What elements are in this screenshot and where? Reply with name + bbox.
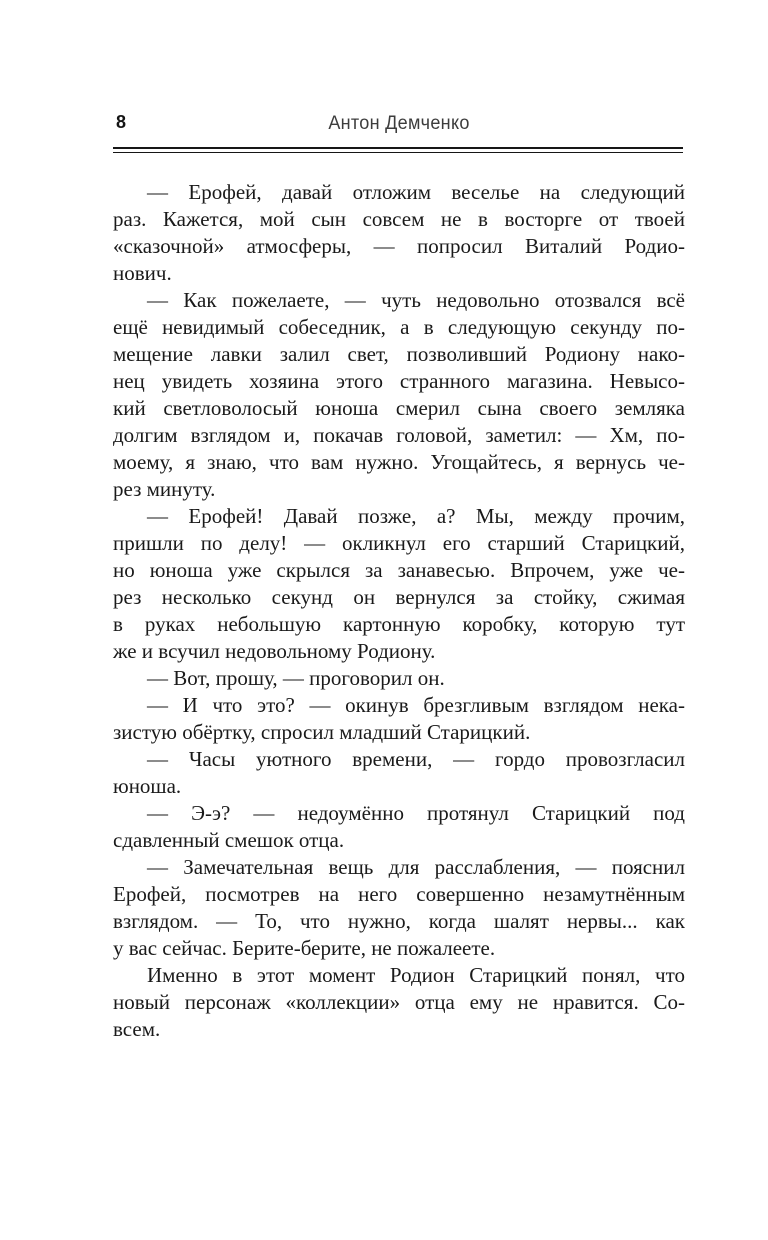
- header-rule: [113, 147, 683, 153]
- text-line: кий светловолосый юноша смерил сына своего земляка: [113, 396, 685, 420]
- text-line: «сказочной» атмосферы, — попросил Виталий Родио-: [113, 234, 685, 258]
- text-line: рез минуту.: [113, 477, 216, 501]
- text-line: — Как пожелаете, — чуть недовольно отозвался всё: [147, 288, 685, 312]
- page-number: 8: [116, 112, 127, 132]
- text-line: пришли по делу! — окликнул его старший Старицкий,: [113, 531, 685, 555]
- text-line: раз. Кажется, мой сын совсем не в восторге от твоей: [113, 207, 685, 231]
- text-line: рез несколько секунд он вернулся за стойку, сжимая: [113, 585, 685, 609]
- text-line: нович.: [113, 261, 172, 285]
- paragraph: [113, 179, 685, 287]
- text-line: Ерофей, посмотрев на него совершенно незамутнённым: [113, 882, 685, 906]
- text-line: ещё невидимый собеседник, а в следующую секунду по-: [113, 315, 685, 339]
- text-line: всем.: [113, 1017, 161, 1041]
- text-line: — Замечательная вещь для расслабления, — пояснил: [147, 855, 685, 879]
- paragraph: [113, 287, 685, 503]
- running-title: Антон Демченко: [328, 113, 470, 134]
- paragraph: [113, 800, 685, 854]
- text-block: [113, 179, 685, 1043]
- text-line: моему, я знаю, что вам нужно. Угощайтесь, я вернусь че-: [113, 450, 685, 474]
- paragraph: [113, 503, 685, 665]
- paragraph: [113, 665, 685, 692]
- text-line: у вас сейчас. Берите-берите, не пожалеете.: [113, 936, 496, 960]
- text-line: нец увидеть хозяина этого странного магазина. Невысо-: [113, 369, 685, 393]
- text-line: но юноша уже скрылся за занавесью. Впрочем, уже че-: [113, 558, 685, 582]
- page-header: [113, 112, 685, 136]
- text-line: новый персонаж «коллекции» отца ему не нравится. Со-: [113, 990, 685, 1014]
- text-line: зистую обёртку, спросил младший Старицкий.: [113, 720, 531, 744]
- paragraph: [113, 854, 685, 962]
- paragraph: [113, 746, 685, 800]
- text-line: — Ерофей, давай отложим веселье на следующий: [147, 180, 685, 204]
- text-line: же и всучил недовольному Родиону.: [113, 639, 436, 663]
- text-line: мещение лавки залил свет, позволивший Родиону нако-: [113, 342, 685, 366]
- text-line: долгим взглядом и, покачав головой, заметил: — Хм, по-: [113, 423, 685, 447]
- text-line: — Вот, прошу, — проговорил он.: [147, 666, 445, 690]
- text-line: юноша.: [113, 774, 182, 798]
- paragraph: [113, 962, 685, 1043]
- text-line: Именно в этот момент Родион Старицкий понял, что: [147, 963, 685, 987]
- text-line: — Часы уютного времени, — гордо провозгласил: [147, 747, 685, 771]
- text-line: сдавленный смешок отца.: [113, 828, 345, 852]
- paragraph: [113, 692, 685, 746]
- text-line: — Ерофей! Давай позже, а? Мы, между прочим,: [147, 504, 685, 528]
- text-line: — Э-э? — недоумённо протянул Старицкий под: [147, 801, 685, 825]
- text-line: взглядом. — То, что нужно, когда шалят нервы... как: [113, 909, 685, 933]
- text-line: — И что это? — окинув брезгливым взглядом нека-: [147, 693, 685, 717]
- text-line: в руках небольшую картонную коробку, которую тут: [113, 612, 685, 636]
